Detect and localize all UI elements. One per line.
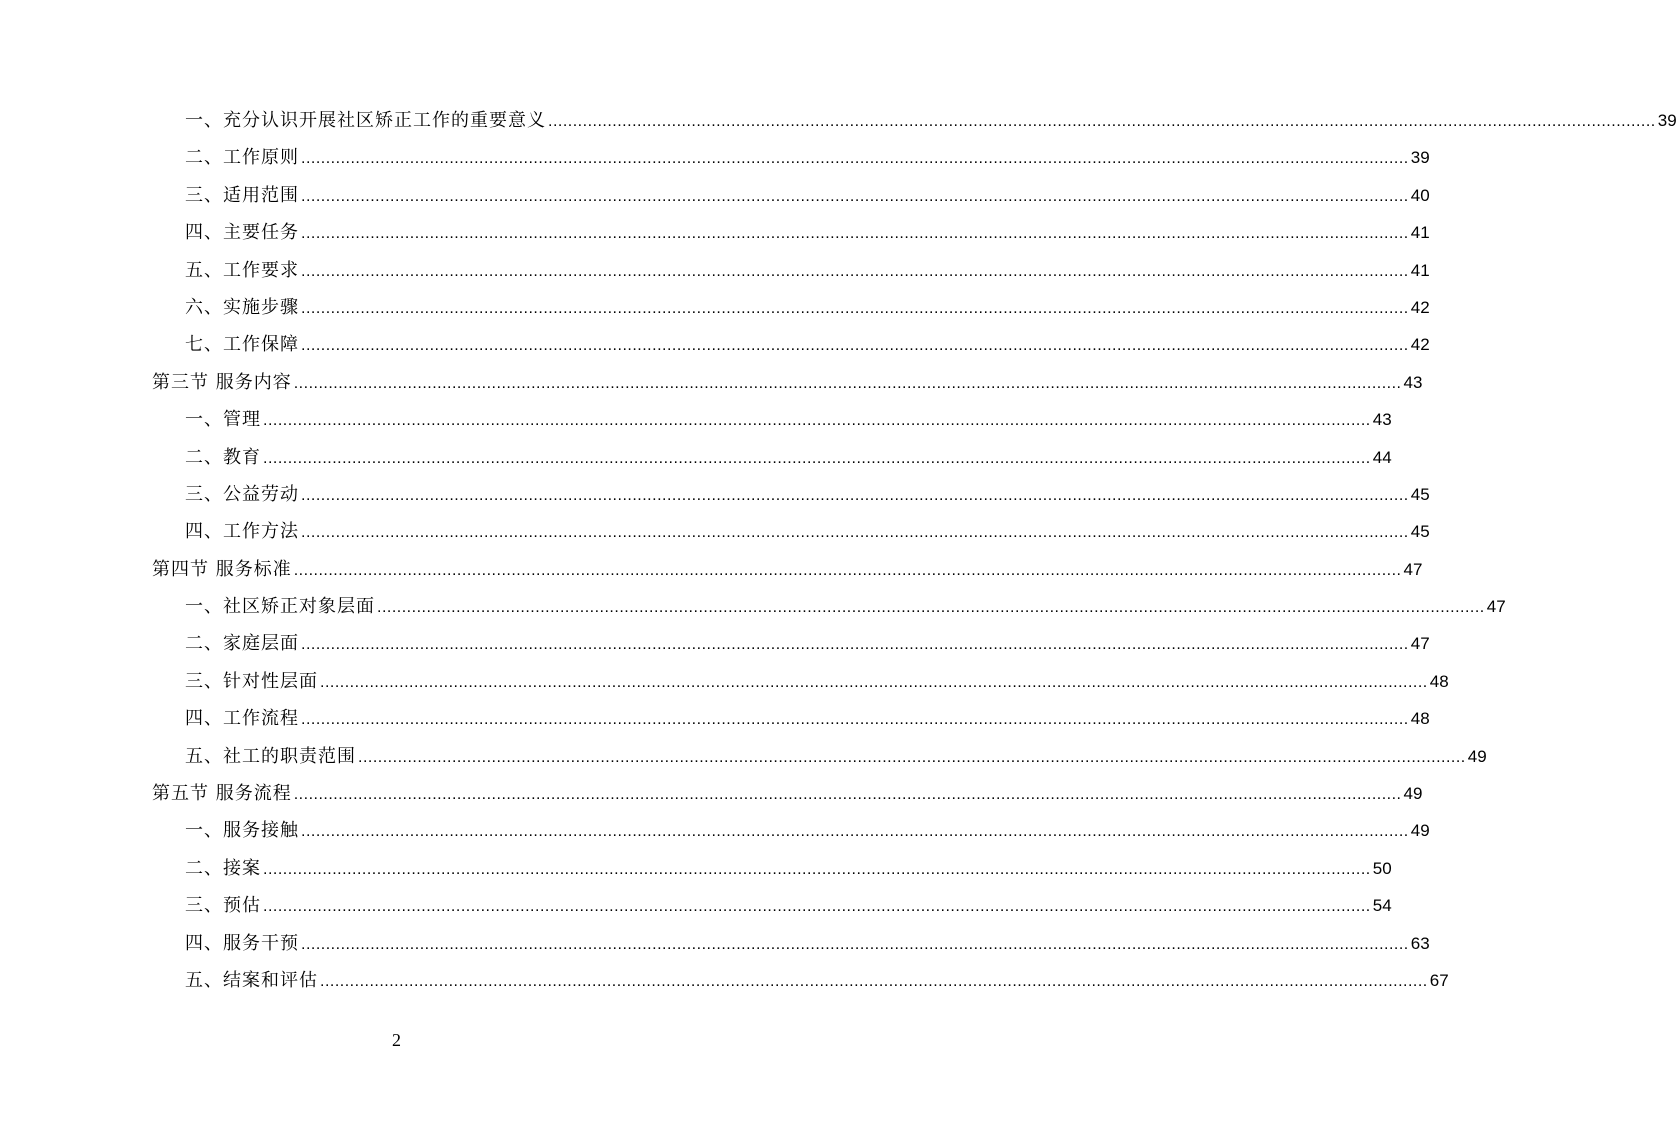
- toc-entry[interactable]: [152, 289, 1430, 326]
- toc-entry[interactable]: [152, 812, 1430, 849]
- toc-page-number: 45: [1410, 522, 1430, 542]
- toc-page-number: 48: [1429, 671, 1449, 691]
- toc-entry-label: 七、工作保障: [185, 334, 299, 356]
- toc-dot-leader: ................................................................................................................................................................................................................................: [293, 561, 1402, 579]
- toc-entry-label: 一、管理: [185, 409, 261, 431]
- toc-entry[interactable]: [152, 925, 1430, 962]
- toc-dot-leader: ................................................................................................................................................................................................................................: [263, 860, 1371, 878]
- toc-entry-label: 三、适用范围: [185, 184, 299, 206]
- toc-entry[interactable]: [152, 139, 1430, 176]
- toc-entry[interactable]: [152, 439, 1392, 476]
- toc-entry[interactable]: [152, 177, 1430, 214]
- toc-entry[interactable]: [152, 850, 1392, 887]
- toc-entry[interactable]: [152, 962, 1449, 999]
- table-of-contents: [152, 102, 1677, 999]
- toc-dot-leader: ................................................................................................................................................................................................................................: [548, 113, 1656, 130]
- toc-entry-label: 第三节 服务内容: [152, 371, 292, 393]
- toc-entry-label: 第四节 服务标准: [152, 558, 292, 580]
- toc-entry-label: 二、教育: [185, 446, 261, 468]
- toc-dot-leader: ................................................................................................................................................................................................................................: [320, 972, 1428, 990]
- toc-dot-leader: ................................................................................................................................................................................................................................: [320, 673, 1428, 691]
- toc-dot-leader: ................................................................................................................................................................................................................................: [301, 711, 1409, 729]
- toc-page-number: 49: [1467, 746, 1487, 766]
- toc-entry[interactable]: [152, 214, 1430, 251]
- toc-entry-label: 二、工作原则: [185, 147, 299, 169]
- toc-page-number: 45: [1410, 484, 1430, 504]
- toc-entry[interactable]: [152, 738, 1487, 775]
- toc-entry-label: 五、结案和评估: [185, 969, 318, 991]
- toc-page-number: 54: [1372, 896, 1392, 916]
- toc-entry-label: 二、家庭层面: [185, 633, 299, 655]
- toc-entry-label: 四、工作方法: [185, 521, 299, 543]
- toc-entry[interactable]: [152, 700, 1430, 737]
- toc-dot-leader: ................................................................................................................................................................................................................................: [301, 636, 1409, 654]
- toc-dot-leader: ................................................................................................................................................................................................................................: [263, 898, 1371, 916]
- toc-dot-leader: ................................................................................................................................................................................................................................: [301, 150, 1409, 168]
- toc-entry[interactable]: [152, 588, 1506, 625]
- toc-page-number: 47: [1403, 559, 1423, 579]
- toc-dot-leader: ................................................................................................................................................................................................................................: [358, 748, 1466, 766]
- toc-page-number: 63: [1410, 933, 1430, 953]
- toc-dot-leader: ................................................................................................................................................................................................................................: [293, 786, 1402, 804]
- toc-page-number: 50: [1372, 858, 1392, 878]
- toc-entry-label: 三、公益劳动: [185, 483, 299, 505]
- toc-entry-label: 一、充分认识开展社区矫正工作的重要意义: [185, 110, 546, 131]
- toc-page-number: 44: [1372, 447, 1392, 467]
- toc-page-number: 40: [1410, 185, 1430, 205]
- toc-entry-label: 三、针对性层面: [185, 670, 318, 692]
- toc-entry-label: 四、服务干预: [185, 932, 299, 954]
- toc-page-number: 43: [1403, 372, 1423, 392]
- toc-entry[interactable]: [152, 887, 1392, 924]
- page-number: 2: [392, 1030, 401, 1050]
- toc-page-number: 49: [1410, 821, 1430, 841]
- toc-dot-leader: ................................................................................................................................................................................................................................: [263, 412, 1371, 430]
- toc-dot-leader: ................................................................................................................................................................................................................................: [293, 374, 1402, 392]
- toc-section-entry[interactable]: [152, 551, 1423, 588]
- toc-entry[interactable]: [152, 401, 1392, 438]
- toc-page-number: 41: [1410, 223, 1430, 243]
- toc-entry[interactable]: [152, 513, 1430, 550]
- toc-entry-label: 三、预估: [185, 895, 261, 917]
- toc-page-number: 41: [1410, 260, 1430, 280]
- toc-dot-leader: ................................................................................................................................................................................................................................: [301, 486, 1409, 504]
- toc-dot-leader: ................................................................................................................................................................................................................................: [377, 599, 1485, 617]
- toc-dot-leader: ................................................................................................................................................................................................................................: [301, 262, 1409, 280]
- toc-entry[interactable]: [152, 663, 1449, 700]
- toc-section-entry[interactable]: [152, 775, 1423, 812]
- toc-entry-label: 一、社区矫正对象层面: [185, 596, 375, 618]
- toc-entry[interactable]: [152, 625, 1430, 662]
- toc-dot-leader: ................................................................................................................................................................................................................................: [263, 449, 1371, 467]
- toc-page-number: 43: [1372, 410, 1392, 430]
- toc-entry-label: 一、服务接触: [185, 820, 299, 842]
- toc-dot-leader: ................................................................................................................................................................................................................................: [301, 337, 1409, 355]
- toc-page-number: 49: [1403, 784, 1423, 804]
- toc-entry[interactable]: [152, 252, 1430, 289]
- toc-entry[interactable]: [152, 326, 1430, 363]
- toc-page-number: 47: [1410, 634, 1430, 654]
- toc-entry[interactable]: [152, 102, 1677, 139]
- toc-page-number: 67: [1429, 970, 1449, 990]
- toc-page-number: 42: [1410, 335, 1430, 355]
- toc-entry-label: 四、工作流程: [185, 708, 299, 730]
- toc-entry-label: 五、社工的职责范围: [185, 745, 356, 767]
- toc-entry-label: 五、工作要求: [185, 259, 299, 281]
- toc-page-number: 39: [1410, 148, 1430, 168]
- toc-dot-leader: ................................................................................................................................................................................................................................: [301, 524, 1409, 542]
- toc-page-number: 47: [1486, 597, 1506, 617]
- toc-entry[interactable]: [152, 476, 1430, 513]
- toc-page-number: 48: [1410, 709, 1430, 729]
- toc-dot-leader: ................................................................................................................................................................................................................................: [301, 187, 1409, 205]
- toc-entry-label: 二、接案: [185, 857, 261, 879]
- toc-page-number: 39: [1657, 111, 1677, 130]
- toc-entry-label: 第五节 服务流程: [152, 783, 292, 805]
- toc-section-entry[interactable]: [152, 364, 1423, 401]
- toc-dot-leader: ................................................................................................................................................................................................................................: [301, 225, 1409, 243]
- toc-entry-label: 四、主要任务: [185, 222, 299, 244]
- toc-entry-label: 六、实施步骤: [185, 296, 299, 318]
- toc-dot-leader: ................................................................................................................................................................................................................................: [301, 935, 1409, 953]
- toc-dot-leader: ................................................................................................................................................................................................................................: [301, 299, 1409, 317]
- toc-page-number: 42: [1410, 297, 1430, 317]
- toc-dot-leader: ................................................................................................................................................................................................................................: [301, 823, 1409, 841]
